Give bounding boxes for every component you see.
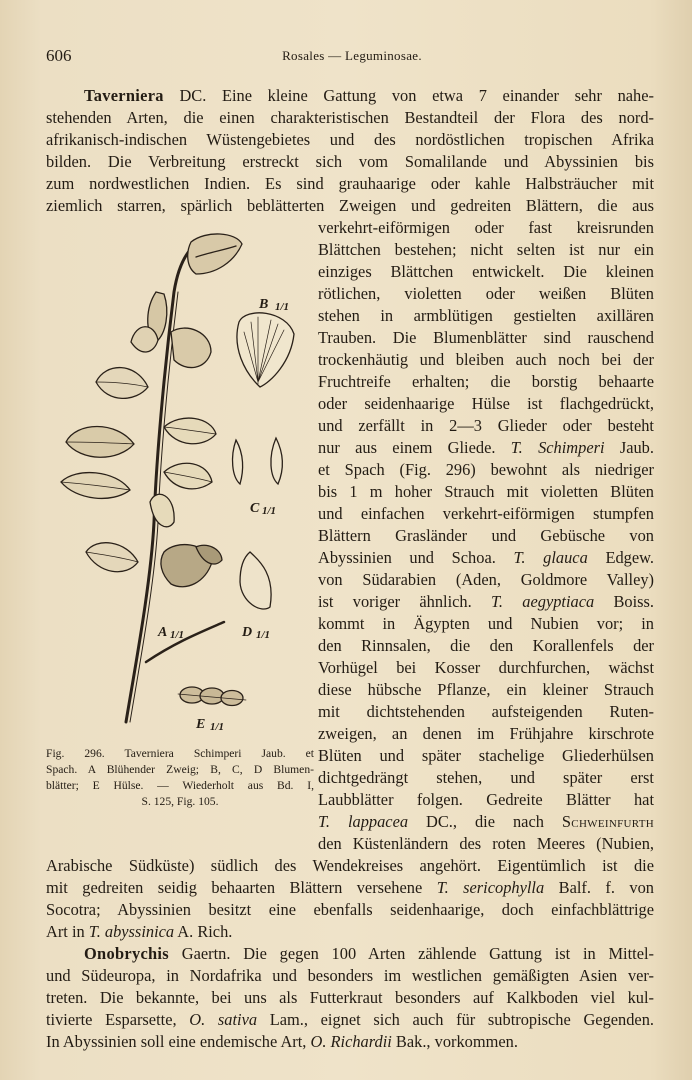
text-line: Fruchtreife erhalten; die borstig behaarte bbox=[318, 372, 654, 391]
text-line bbox=[318, 591, 654, 613]
caption-line: Spach. A Blühender Zweig; B, C, D Blumen- bbox=[46, 763, 314, 776]
text-line: einziges Blättchen entwickelt. Die kleinen bbox=[318, 262, 654, 281]
species-name: T. abyssinica bbox=[88, 922, 175, 941]
text-line bbox=[318, 811, 654, 833]
text-line: mit dichtstehenden aufsteigenden Ruten- bbox=[318, 702, 654, 721]
text-line: treten. Die bekannte, bei uns als Futterkraut besonders auf Kalkboden viel kul- bbox=[46, 988, 654, 1007]
text-line: ziemlich starren, spärlich beblätterten Zweigen und gedreiten Blättern, die aus bbox=[46, 196, 654, 215]
author-name: Schweinfurth bbox=[561, 812, 654, 831]
caption-line: Fig. 296. Taverniera Schimperi Jaub. et bbox=[46, 747, 314, 760]
text-line: zweigen, an denen im Frühjahre kirschrote bbox=[318, 724, 654, 743]
scale-label: 1/1 bbox=[275, 301, 290, 313]
species-name: T. aegyptiaca bbox=[491, 592, 595, 611]
label-d: D bbox=[242, 625, 253, 640]
text-line: Blüten und später stachelige Gliederhülsen bbox=[318, 746, 654, 765]
figure-caption bbox=[46, 746, 314, 810]
text-line bbox=[84, 85, 654, 107]
text-line: bis 1 m hoher Strauch mit violetten Blüten bbox=[318, 482, 654, 501]
text-line: Trauben. Die Blumenblätter sind rauschend bbox=[318, 328, 654, 347]
text-line: und Südeuropa, in Nordafrika und besonders im westlichen gemäßigten Asien ver- bbox=[46, 966, 654, 985]
text-line: stehenden Arten, die einen charakteristischen Bestandteil der Flora des nord- bbox=[46, 108, 654, 127]
text-line: diese hübsche Pflanze, ein kleiner Strauch bbox=[318, 680, 654, 699]
text-span: Gaertn. Die gegen 100 Arten zählende Gattung ist in Mittel- bbox=[168, 944, 654, 963]
text-span: In Abyssinien soll eine endemische Art, bbox=[46, 1032, 311, 1051]
text-line: trockenhäutig und bleiben auch noch bei der bbox=[318, 350, 654, 369]
text-line: et Spach (Fig. 296) bewohnt als niedriger bbox=[318, 460, 654, 479]
text-line: und einfachen verkehrt-eiförmigen stumpfen bbox=[318, 504, 654, 523]
label-b: B bbox=[259, 297, 269, 312]
text-span: Lam., eignet sich auch für subtropische Gegenden. bbox=[257, 1010, 655, 1029]
text-span: ist voriger ähnlich. bbox=[318, 592, 491, 611]
label-e: E bbox=[196, 717, 206, 732]
label-c: C bbox=[250, 501, 260, 516]
caption-line: blätter; E Hülse. — Wiederholt aus Bd. I, bbox=[46, 779, 314, 792]
text-span: DC., die nach bbox=[408, 812, 562, 831]
species-name: T. glauca bbox=[513, 548, 588, 567]
label-a: A bbox=[158, 625, 168, 640]
text-line: Laubblätter folgen. Gedreite Blätter hat bbox=[318, 790, 654, 809]
text-span: nur aus einem Gliede. bbox=[318, 438, 511, 457]
text-line bbox=[318, 437, 654, 459]
caption-line: S. 125, Fig. 105. bbox=[141, 795, 219, 808]
text-span: Abyssinien und Schoa. bbox=[318, 548, 514, 567]
species-name: T. Schimperi bbox=[510, 438, 605, 457]
text-line: Blättern Grasländer und Gebüsche von bbox=[318, 526, 654, 545]
text-span: Art in bbox=[46, 922, 89, 941]
text-span: Bak., vorkommen. bbox=[391, 1032, 518, 1051]
scale-label: 1/1 bbox=[262, 505, 277, 517]
text-line bbox=[46, 1009, 654, 1031]
text-line: bilden. Die Verbreitung erstreckt sich vom Somalilande und Abyssinien bis bbox=[46, 152, 654, 171]
species-name: T. lappacea bbox=[318, 812, 409, 831]
text-line bbox=[84, 943, 654, 965]
text-line: von Südarabien (Aden, Goldmore Valley) bbox=[318, 570, 654, 589]
text-line: stehen in armblütigen gestielten axillären bbox=[318, 306, 654, 325]
text-line bbox=[46, 877, 654, 899]
text-line: und zerfällt in 2—3 Glieder oder besteht bbox=[318, 416, 654, 435]
scale-label: 1/1 bbox=[170, 629, 185, 641]
text-line: zum nordwestlichen Indien. Es sind grauhaarige oder kahle Halbsträucher mit bbox=[46, 174, 654, 193]
text-line: afrikanisch-indischen Wüstengebietes und des nordöstlichen tropischen Afrika bbox=[46, 130, 654, 149]
text-line: kommt in Ägypten und Nubien vor; in bbox=[318, 614, 654, 633]
text-line bbox=[46, 921, 654, 943]
text-span: Edgew. bbox=[587, 548, 654, 567]
genus-name: Onobrychis bbox=[84, 944, 169, 963]
text-line bbox=[318, 547, 654, 569]
text-span: Boiss. bbox=[594, 592, 654, 611]
text-line: Socotra; Abyssinien besitzt eine ebenfalls seidenhaarige, doch einfachblättrige bbox=[46, 900, 654, 919]
species-name: O. Richardii bbox=[310, 1032, 392, 1051]
text-span: DC. Eine kleine Gattung von etwa 7 einander sehr nahe- bbox=[163, 86, 654, 105]
text-line: verkehrt-eiförmigen oder fast kreisrunden bbox=[318, 218, 654, 237]
text-span: A. Rich. bbox=[174, 922, 233, 941]
text-line: Arabische Südküste) südlich des Wendekreises angehört. Eigentümlich ist die bbox=[46, 856, 654, 875]
plant-drawing bbox=[46, 222, 312, 740]
text-span: mit gedreiten seidig behaarten Blättern versehene bbox=[46, 878, 437, 897]
text-line: dichtgedrängt stehen, und später erst bbox=[318, 768, 654, 787]
botanical-illustration bbox=[46, 222, 312, 740]
running-head: Rosales — Leguminosae. bbox=[282, 48, 422, 63]
text-span: Jaub. bbox=[604, 438, 654, 457]
scale-label: 1/1 bbox=[210, 721, 225, 733]
text-line: oder seidenhaarige Hülse ist flachgedrückt, bbox=[318, 394, 654, 413]
page-number: 606 bbox=[46, 46, 72, 65]
species-name: T. sericophylla bbox=[436, 878, 545, 897]
text-line: Blättchen bestehen; nicht selten ist nur ein bbox=[318, 240, 654, 259]
page-header bbox=[46, 46, 658, 70]
genus-name: Taverniera bbox=[84, 86, 164, 105]
text-span: tivierte Esparsette, bbox=[46, 1010, 190, 1029]
text-line: rötlichen, violetten oder weißen Blüten bbox=[318, 284, 654, 303]
scale-label: 1/1 bbox=[256, 629, 271, 641]
text-span: Balf. f. von bbox=[544, 878, 654, 897]
text-line: Vorhügel bei Kosser durchfurchen, wächst bbox=[318, 658, 654, 677]
species-name: O. sativa bbox=[189, 1010, 258, 1029]
text-line: den Küstenländern des roten Meeres (Nubien, bbox=[318, 834, 654, 853]
text-line: den Rinnsalen, die den Korallenfels der bbox=[318, 636, 654, 655]
text-line bbox=[46, 1031, 654, 1053]
